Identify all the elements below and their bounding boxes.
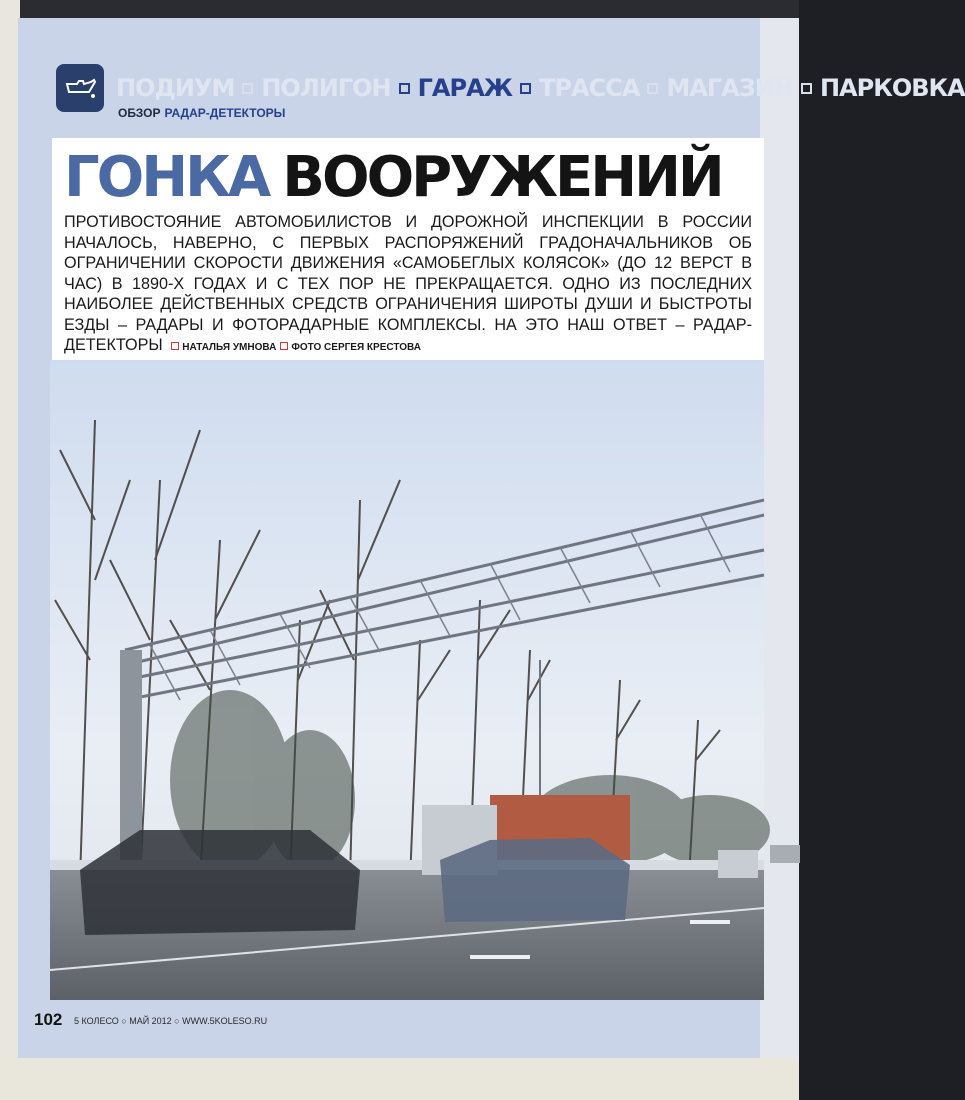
nav-item-0[interactable]: ПОДИУМ: [116, 74, 235, 102]
footer-info: 5 КОЛЕСО ○ МАЙ 2012 ○ WWW.5KOLESO.RU: [74, 1016, 268, 1026]
scan-background-top: [0, 0, 799, 18]
nav-separator-icon: [242, 83, 253, 94]
article-headline: [64, 143, 722, 213]
headline-main-word: ВООРУЖЕНИЙ: [282, 145, 722, 210]
nav-separator-icon: [801, 83, 812, 94]
rubric: [118, 106, 285, 120]
rubric-section: ОБЗОР: [118, 106, 161, 120]
nav-item-1[interactable]: ПОЛИГОН: [261, 74, 391, 102]
nav-items: [116, 74, 965, 102]
square-marker-icon: [171, 342, 179, 350]
next-page-edge: [760, 18, 799, 1058]
byline: [167, 342, 421, 353]
page-spine: [0, 0, 20, 1100]
article-lead: [64, 212, 752, 359]
nav-item-5[interactable]: ПАРКОВКА: [819, 74, 965, 102]
oil-can-icon: [56, 64, 104, 112]
article-photo: [50, 360, 764, 1000]
byline-author: НАТАЛЬЯ УМНОВА: [182, 342, 277, 353]
headline-accent-word: ГОНКА: [64, 145, 269, 210]
nav-separator-icon: [647, 83, 658, 94]
rubric-topic: РАДАР-ДЕТЕКТОРЫ: [164, 106, 286, 120]
nav-separator-icon: [520, 83, 531, 94]
lead-text: ПРОТИВОСТОЯНИЕ АВТОМОБИЛИСТОВ И ДОРОЖНОЙ ИНСПЕКЦИИ В РОССИИ НАЧАЛОСЬ, НАВЕРНО, С ПЕРВЫХ РАСПОРЯЖЕНИЙ ГРАДОНАЧАЛЬНИКОВ ОБ ОГРАНИЧЕНИИ СКОРОСТИ ДВИЖЕНИЯ «САМОБЕГЛЫХ КОЛЯСОК» (ДО 12 ВЕРСТ В ЧАС) В 1890-Х ГОДАХ И С ТЕХ ПОР НЕ ПРЕКРАЩАЕТСЯ. ОДНО ИЗ ПОСЛЕДНИХ НАИБОЛЕЕ ДЕЙСТВЕННЫХ СРЕДСТВ ОГРАНИЧЕНИЯ ШИРОТЫ ДУШИ И БЫСТРОТЫ ЕЗДЫ – РАДАРЫ И ФОТОРАДАРНЫЕ КОМПЛЕКСЫ. НА ЭТО НАШ ОТВЕТ – РАДАР-ДЕТЕКТОРЫ: [64, 213, 752, 354]
byline-photo-credit: ФОТО СЕРГЕЯ КРЕСТОВА: [291, 342, 421, 353]
nav-separator-icon: [399, 83, 410, 94]
page-number: 102: [34, 1010, 63, 1029]
nav-item-2[interactable]: ГАРАЖ: [417, 74, 513, 102]
square-marker-icon: [280, 342, 288, 350]
scan-background-bottom: [0, 1058, 799, 1100]
nav-item-3[interactable]: ТРАССА: [539, 74, 640, 102]
nav-item-4[interactable]: МАГАЗИН: [666, 74, 793, 102]
